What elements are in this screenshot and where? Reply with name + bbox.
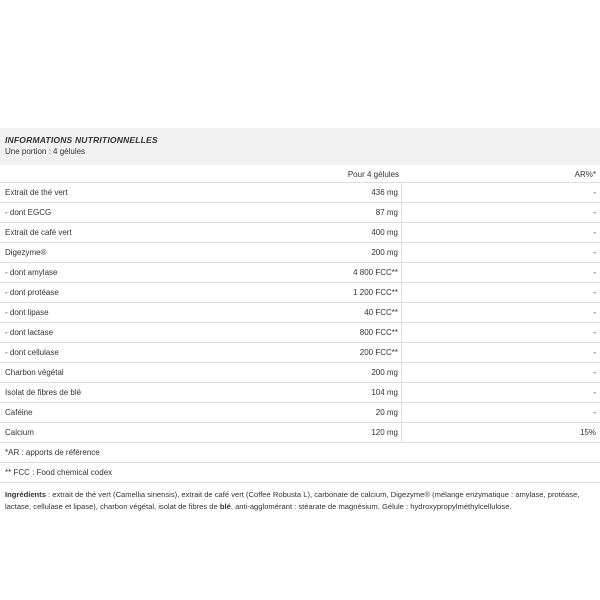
row-ar: - [593,268,596,277]
row-amount: 20 mg [340,403,402,422]
row-amount: 800 FCC** [340,323,402,342]
panel-header [0,128,600,165]
panel-title: INFORMATIONS NUTRITIONNELLES [5,135,158,145]
panel-subtitle: Une portion : 4 gélules [5,147,86,156]
row-amount: 200 FCC** [340,343,402,362]
ingredients-bold-word: blé [219,501,231,511]
row-amount: 200 mg [340,363,402,382]
header-ar: AR%* [574,169,596,179]
ingredients-label: Ingrédients [5,490,46,499]
row-name: Caféine [5,408,33,417]
table-row [0,203,600,223]
row-amount: 87 mg [340,203,402,222]
row-ar: - [593,328,596,337]
row-name: - dont lactase [5,328,54,337]
row-ar: - [593,368,596,377]
table-body [0,183,600,443]
row-ar: - [593,348,596,357]
row-ar: - [593,248,596,257]
table-row [0,343,600,363]
table-row [0,243,600,263]
row-amount: 104 mg [340,383,402,402]
table-row [0,423,600,443]
row-amount: 400 mg [340,223,402,242]
row-ar: - [593,308,596,317]
row-name: Extrait de thé vert [5,188,68,197]
row-ar: - [593,188,596,197]
row-name: - dont amylase [5,268,58,277]
table-row [0,183,600,203]
table-row [0,363,600,383]
ingredients-part2: , anti-agglomérant : stéarate de magnésium. Gélule : hydroxypropylméthylcellulose. [230,501,512,511]
table-row [0,263,600,283]
row-amount: 40 FCC** [340,303,402,322]
row-amount: 1 200 FCC** [340,283,402,302]
row-name: Digezyme® [5,248,47,257]
row-ar: - [593,208,596,217]
row-name: - dont cellulase [5,348,59,357]
row-ar: - [593,228,596,237]
note-ar: *AR : apports de référence [0,443,600,463]
row-amount: 120 mg [340,423,402,442]
table-row [0,383,600,403]
row-ar: - [593,288,596,297]
table-row [0,403,600,423]
row-name: Charbon végétal [5,368,64,377]
row-name: Extrait de café vert [5,228,72,237]
row-ar: - [593,388,596,397]
row-name: Isolat de fibres de blé [5,388,82,397]
header-amount: Pour 4 gélules [347,169,399,179]
row-amount: 436 mg [340,183,402,202]
table-header-row [0,166,600,183]
ingredients-part1: : extrait de thé vert (Camellia sinensis), extrait de café vert (Coffee Robusta L), carbonate de calcium, Digezyme® (mélange enzymatique : amylase, protéase, lactase, cellulase et lipase), charbon végétal, isolat de fibres de [5,490,580,511]
row-name: - dont lipase [5,308,49,317]
row-name: - dont protéase [5,288,59,297]
table-row [0,303,600,323]
row-ar: - [593,408,596,417]
row-name: - dont EGCG [5,208,52,217]
ingredients-text [0,483,600,512]
table-row [0,323,600,343]
table-row [0,283,600,303]
nutrition-panel [0,128,600,512]
row-amount: 200 mg [340,243,402,262]
row-amount: 4 800 FCC** [340,263,402,282]
row-ar: 15% [579,428,596,437]
note-fcc: ** FCC : Food chemical codex [0,463,600,483]
table-row [0,223,600,243]
row-name: Calcium [5,428,34,437]
nutrition-table [0,166,600,443]
